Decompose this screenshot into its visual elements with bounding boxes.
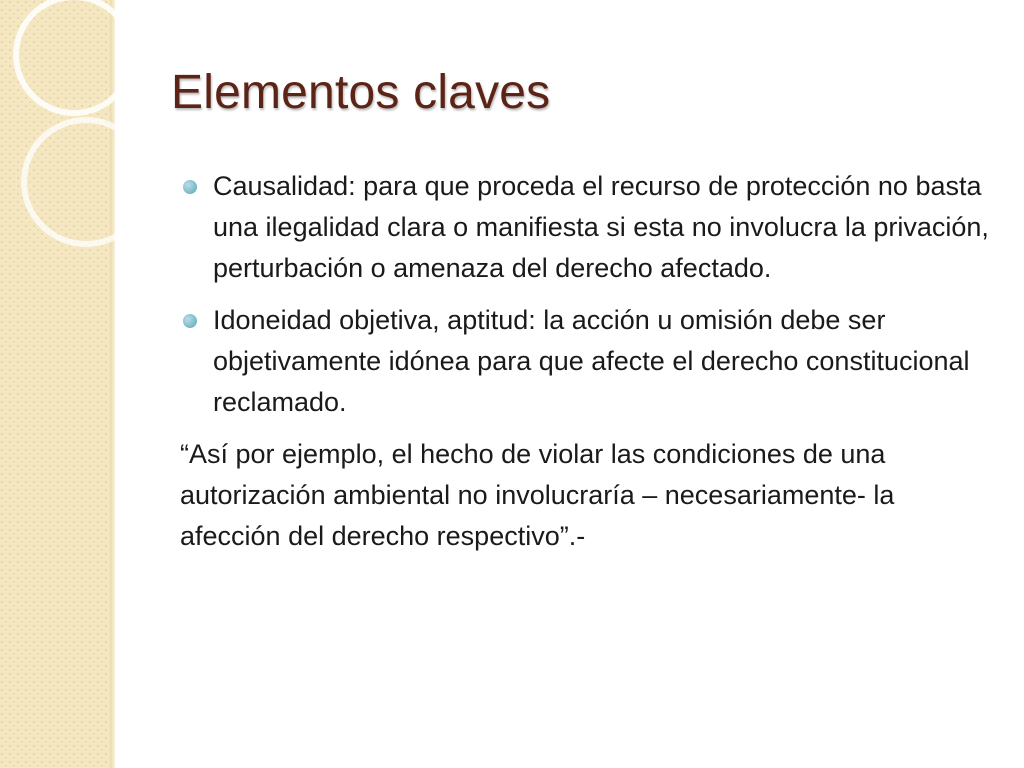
bullet-dot-icon <box>183 314 197 328</box>
bullet-item-causalidad <box>180 166 993 289</box>
bullet-item-idoneidad <box>180 300 993 423</box>
quote-paragraph: “Así por ejemplo, el hecho de violar las condiciones de una autorización ambiental no involucraría – necesariamente- la afección del derecho respectivo”.- <box>180 439 895 551</box>
slide-content <box>180 166 990 557</box>
decorative-rings <box>0 0 200 300</box>
slide-title: Elementos claves <box>171 66 551 119</box>
bullet-dot-icon <box>183 180 197 194</box>
bullet-list <box>180 166 990 423</box>
bullet-text: Causalidad: para que proceda el recurso de protección no basta una ilegalidad clara o manifiesta si esta no involucra la privación, perturbación o amenaza del derecho afectado. <box>213 171 989 283</box>
decorative-ring-lower <box>24 120 148 244</box>
bullet-text: Idoneidad objetiva, aptitud: la acción u omisión debe ser objetivamente idónea para que afecte el derecho constitucional reclamado. <box>213 305 970 417</box>
decorative-ring-upper <box>16 0 132 113</box>
